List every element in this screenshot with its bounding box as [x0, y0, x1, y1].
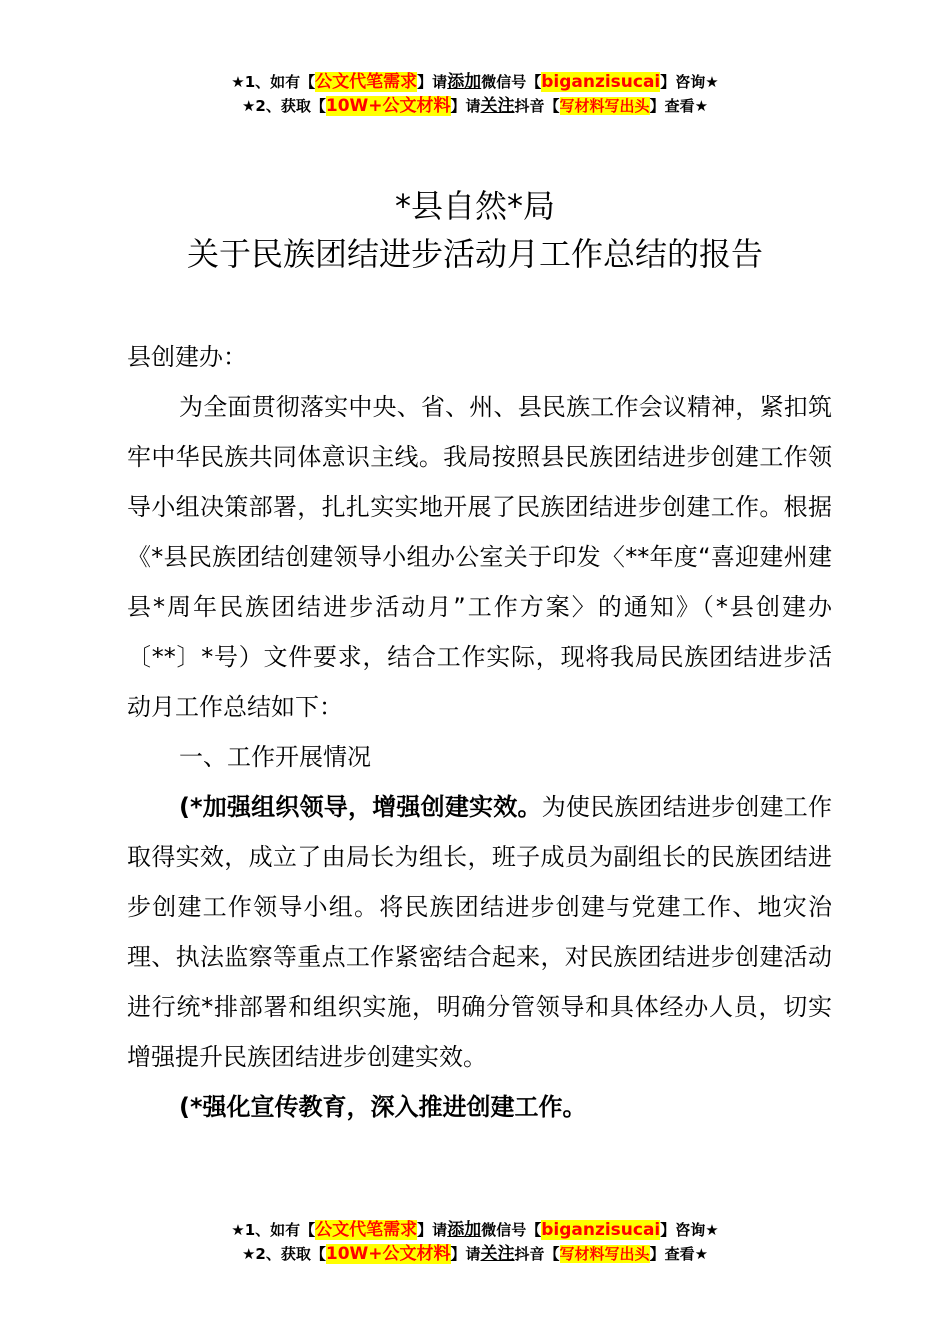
document-title	[0, 182, 950, 278]
header-banner	[0, 70, 950, 118]
banner-text: ★2、获取【	[241, 97, 326, 115]
banner-text: ★2、获取【	[241, 1245, 326, 1263]
banner-line-1	[0, 70, 950, 94]
banner-highlight: biganzisucai	[541, 72, 661, 92]
banner-highlight: 写材料写出头	[559, 1245, 650, 1263]
banner-line-1	[0, 1218, 950, 1242]
item-paragraph-1	[127, 782, 832, 1082]
title-line-1: *县自然*局	[394, 187, 555, 225]
banner-text: 微信号【	[481, 73, 542, 91]
footer-banner	[0, 1218, 950, 1266]
banner-text: 微信号【	[481, 1221, 542, 1239]
banner-text: 】咨询★	[660, 73, 719, 91]
item-heading: (*加强组织领导，增强创建实效。	[179, 793, 542, 821]
banner-highlight: 10W+公文材料	[325, 96, 451, 116]
title-line-2: 关于民族团结进步活动月工作总结的报告	[186, 235, 763, 273]
banner-text: 】请	[450, 97, 481, 115]
banner-text: 】查看★	[649, 97, 709, 115]
banner-underline: 关注	[480, 1244, 515, 1264]
banner-underline: 添加	[447, 72, 482, 92]
intro-paragraph: 为全面贯彻落实中央、省、州、县民族工作会议精神，紧扣筑牢中华民族共同体意识主线。我局按照县民族团结进步创建工作领导小组决策部署，扎扎实实地开展了民族团结进步创建工作。根据《*县民族团结创建领导小组办公室关于印发〈**年度“喜迎建州建县*周年民族团结进步活动月”工作方案〉的通知》（*县创建办〔**〕*号）文件要求，结合工作实际，现将我局民族团结进步活动月工作总结如下：	[127, 393, 832, 721]
banner-text: 抖音【	[514, 97, 560, 115]
banner-highlight: 公文代笔需求	[315, 1220, 418, 1240]
banner-highlight: 写材料写出头	[559, 97, 650, 115]
document-body	[127, 332, 832, 1132]
banner-text: 】请	[450, 1245, 481, 1263]
banner-underline: 关注	[480, 96, 515, 116]
banner-text: ★1、如有【	[231, 1221, 316, 1239]
banner-line-2	[0, 94, 950, 118]
banner-line-2	[0, 1242, 950, 1266]
item-heading: (*强化宣传教育，深入推进创建工作。	[179, 1093, 587, 1121]
banner-highlight: 公文代笔需求	[315, 72, 418, 92]
banner-text: 抖音【	[514, 1245, 560, 1263]
section-heading: 一、工作开展情况	[179, 743, 371, 771]
banner-text: ★1、如有【	[231, 73, 316, 91]
banner-text: 】请	[417, 1221, 448, 1239]
item-paragraph-2	[127, 1082, 832, 1132]
banner-text: 】请	[417, 73, 448, 91]
banner-text: 】咨询★	[660, 1221, 719, 1239]
banner-text: 】查看★	[649, 1245, 709, 1263]
salutation: 县创建办：	[127, 343, 247, 371]
banner-underline: 添加	[447, 1220, 482, 1240]
banner-highlight: biganzisucai	[541, 1220, 661, 1240]
banner-highlight: 10W+公文材料	[325, 1244, 451, 1264]
item-text: 为使民族团结进步创建工作取得实效，成立了由局长为组长，班子成员为副组长的民族团结进步创建工作领导小组。将民族团结进步创建与党建工作、地灾治理、执法监察等重点工作紧密结合起来，对民族团结进步创建活动进行统*排部署和组织实施，明确分管领导和具体经办人员，切实增强提升民族团结进步创建实效。	[127, 793, 833, 1071]
